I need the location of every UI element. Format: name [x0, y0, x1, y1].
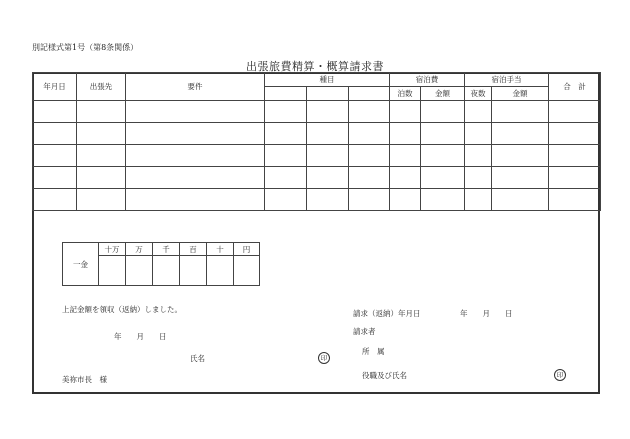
header-lodging: 宿泊費	[390, 73, 465, 87]
header-purpose: 要件	[126, 73, 265, 101]
cell[interactable]	[33, 101, 77, 123]
cell[interactable]	[77, 145, 126, 167]
cell[interactable]	[390, 189, 421, 211]
header-lodging-amount: 金額	[421, 87, 465, 101]
cell[interactable]	[126, 167, 265, 189]
cell[interactable]	[349, 101, 390, 123]
cell[interactable]	[126, 101, 265, 123]
header-type-sub-3	[349, 87, 390, 101]
cell[interactable]	[390, 101, 421, 123]
cell[interactable]	[307, 167, 349, 189]
header-allowance-nights: 夜数	[465, 87, 492, 101]
cell[interactable]	[492, 145, 549, 167]
digit-10[interactable]	[207, 256, 234, 286]
amount-box	[62, 242, 260, 286]
name-label: 氏名	[190, 354, 205, 363]
cell[interactable]	[265, 101, 307, 123]
cell[interactable]	[307, 123, 349, 145]
table-row	[33, 123, 601, 145]
cell[interactable]	[421, 145, 465, 167]
cell[interactable]	[549, 123, 601, 145]
form-label: 別記様式第1号（第8条関係）	[32, 43, 139, 52]
header-lodging-count: 泊数	[390, 87, 421, 101]
cell[interactable]	[549, 101, 601, 123]
cell[interactable]	[465, 189, 492, 211]
cell[interactable]	[307, 189, 349, 211]
header-type-sub-1	[265, 87, 307, 101]
unit-100: 百	[180, 243, 207, 256]
title-name-label: 役職及び氏名	[362, 371, 407, 380]
cell[interactable]	[421, 189, 465, 211]
cell[interactable]	[492, 167, 549, 189]
digit-1k[interactable]	[153, 256, 180, 286]
header-date: 年月日	[33, 73, 77, 101]
amount-label: 一金	[63, 243, 99, 286]
cell[interactable]	[77, 101, 126, 123]
cell[interactable]	[390, 145, 421, 167]
affiliation-label: 所 属	[362, 347, 385, 356]
header-destination: 出張先	[77, 73, 126, 101]
cell[interactable]	[421, 123, 465, 145]
request-date-label: 請求（返納）年月日	[353, 309, 421, 318]
cell[interactable]	[465, 145, 492, 167]
digit-yen[interactable]	[234, 256, 260, 286]
form-title: 出張旅費精算・概算請求書	[246, 60, 384, 73]
cell[interactable]	[465, 123, 492, 145]
table-row	[33, 101, 601, 123]
receipt-date[interactable]: 年 月 日	[114, 332, 167, 341]
seal-icon: 印	[554, 369, 566, 381]
header-total: 合 計	[549, 73, 601, 101]
cell[interactable]	[349, 145, 390, 167]
header-type: 種目	[265, 73, 390, 87]
cell[interactable]	[33, 167, 77, 189]
cell[interactable]	[465, 101, 492, 123]
cell[interactable]	[549, 167, 601, 189]
seal-icon: 印	[318, 352, 330, 364]
unit-10: 十	[207, 243, 234, 256]
table-row	[33, 189, 601, 211]
table-row	[33, 145, 601, 167]
cell[interactable]	[421, 101, 465, 123]
cell[interactable]	[349, 123, 390, 145]
header-allowance-amount: 金額	[492, 87, 549, 101]
cell[interactable]	[33, 189, 77, 211]
requester-label: 請求者	[353, 327, 376, 336]
cell[interactable]	[307, 145, 349, 167]
cell[interactable]	[77, 167, 126, 189]
digit-10k[interactable]	[126, 256, 153, 286]
cell[interactable]	[307, 101, 349, 123]
digit-100[interactable]	[180, 256, 207, 286]
cell[interactable]	[492, 123, 549, 145]
cell[interactable]	[492, 101, 549, 123]
cell[interactable]	[126, 123, 265, 145]
cell[interactable]	[390, 123, 421, 145]
cell[interactable]	[465, 167, 492, 189]
cell[interactable]	[265, 123, 307, 145]
header-allowance: 宿泊手当	[465, 73, 549, 87]
cell[interactable]	[265, 167, 307, 189]
cell[interactable]	[265, 189, 307, 211]
cell[interactable]	[126, 189, 265, 211]
addressee: 美祢市長 様	[62, 375, 107, 384]
cell[interactable]	[390, 167, 421, 189]
receipt-text: 上記金額を領収（返納）しました。	[62, 305, 182, 314]
unit-10k: 万	[126, 243, 153, 256]
unit-100k: 十万	[99, 243, 126, 256]
cell[interactable]	[349, 189, 390, 211]
cell[interactable]	[421, 167, 465, 189]
cell[interactable]	[549, 145, 601, 167]
digit-100k[interactable]	[99, 256, 126, 286]
cell[interactable]	[265, 145, 307, 167]
cell[interactable]	[349, 167, 390, 189]
cell[interactable]	[77, 189, 126, 211]
cell[interactable]	[33, 145, 77, 167]
expense-table	[32, 72, 601, 211]
unit-1k: 千	[153, 243, 180, 256]
cell[interactable]	[126, 145, 265, 167]
cell[interactable]	[492, 189, 549, 211]
header-row-1	[33, 73, 601, 87]
cell[interactable]	[77, 123, 126, 145]
header-type-sub-2	[307, 87, 349, 101]
cell[interactable]	[549, 189, 601, 211]
request-date-fields[interactable]: 年 月 日	[460, 309, 513, 318]
table-row	[33, 167, 601, 189]
cell[interactable]	[33, 123, 77, 145]
unit-yen: 円	[234, 243, 260, 256]
